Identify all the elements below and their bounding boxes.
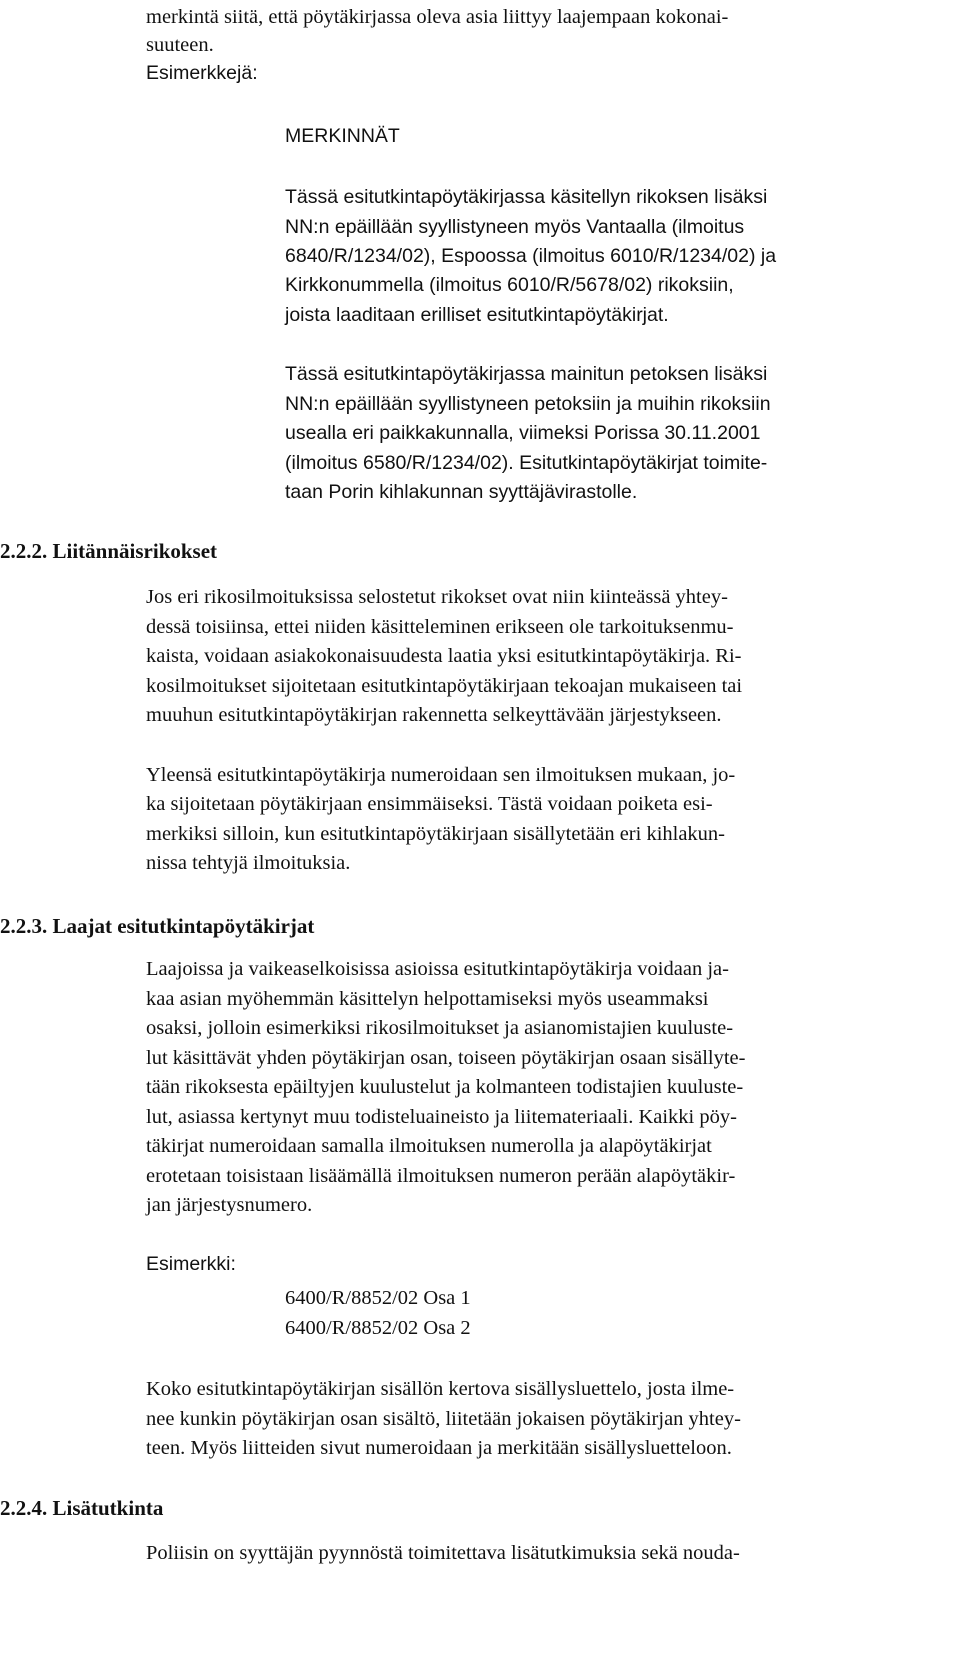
paragraph-line: merkintä siitä, että pöytäkirjassa oleva asia liittyy laajempaan kokonai- [146, 6, 729, 28]
example-title: MERKINNÄT [285, 125, 400, 147]
example-label: Esimerkkejä: [146, 62, 258, 84]
paragraph-line: kaista, voidaan asiakokonaisuudesta laatia yksi esitutkintapöytäkirja. Ri- [146, 645, 742, 667]
paragraph-line: jan järjestysnumero. [146, 1194, 313, 1216]
example-line: Kirkkonummella (ilmoitus 6010/R/5678/02) rikoksiin, [285, 274, 734, 296]
example-line: Tässä esitutkintapöytäkirjassa käsitellyn rikoksen lisäksi [285, 186, 768, 208]
example-line: 6400/R/8852/02 Osa 1 [285, 1287, 471, 1309]
paragraph-line: tään rikoksesta epäiltyjen kuulustelut ja kolmanteen todistajien kuuluste- [146, 1076, 744, 1098]
paragraph-line: Poliisin on syyttäjän pyynnöstä toimitettava lisätutkimuksia sekä nouda- [146, 1542, 740, 1564]
paragraph-line: teen. Myös liitteiden sivut numeroidaan ja merkitään sisällysluetteloon. [146, 1437, 732, 1459]
paragraph-line: merkiksi silloin, kun esitutkintapöytäkirjaan sisällytetään eri kihlakun- [146, 823, 726, 845]
paragraph-line: nissa tehtyjä ilmoituksia. [146, 852, 351, 874]
paragraph-line: ka sijoitetaan pöytäkirjaan ensimmäiseksi. Tästä voidaan poiketa esi- [146, 793, 713, 815]
paragraph-line: osaksi, jolloin esimerkiksi rikosilmoitukset ja asianomistajien kuuluste- [146, 1017, 734, 1039]
paragraph-line: lut käsittävät yhden pöytäkirjan osan, toiseen pöytäkirjan osaan sisällyte- [146, 1047, 746, 1069]
example-line: NN:n epäillään syyllistyneen myös Vantaalla (ilmoitus [285, 216, 745, 238]
example-line: usealla eri paikkakunnalla, viimeksi Porissa 30.11.2001 [285, 422, 761, 444]
section-heading: 2.2.4. Lisätutkinta [0, 1496, 164, 1520]
paragraph-line: Yleensä esitutkintapöytäkirja numeroidaan sen ilmoituksen mukaan, jo- [146, 764, 736, 786]
example-line: Tässä esitutkintapöytäkirjassa mainitun petoksen lisäksi [285, 363, 768, 385]
paragraph-line: kosilmoitukset sijoitetaan esitutkintapöytäkirjaan tekoajan mukaiseen tai [146, 675, 743, 697]
paragraph-line: erotetaan toisistaan lisäämällä ilmoituksen numeron perään alapöytäkir- [146, 1165, 736, 1187]
paragraph-line: muuhun esitutkintapöytäkirjan rakennetta selkeyttävään järjestykseen. [146, 704, 722, 726]
paragraph-line: Koko esitutkintapöytäkirjan sisällön kertova sisällysluettelo, josta ilme- [146, 1378, 735, 1400]
example-line: taan Porin kihlakunnan syyttäjävirastolle. [285, 481, 638, 503]
section-heading: 2.2.3. Laajat esitutkintapöytäkirjat [0, 914, 315, 938]
paragraph-line: dessä toisiinsa, ettei niiden käsitteleminen erikseen ole tarkoituksenmu- [146, 616, 734, 638]
paragraph-line: nee kunkin pöytäkirjan osan sisältö, liitetään jokaisen pöytäkirjan yhtey- [146, 1408, 741, 1430]
example-line: 6840/R/1234/02), Espoossa (ilmoitus 6010/R/1234/02) ja [285, 245, 777, 267]
example-line: (ilmoitus 6580/R/1234/02). Esitutkintapöytäkirjat toimite- [285, 452, 768, 474]
paragraph-line: lut, asiassa kertynyt muu todisteluaineisto ja liitemateriaali. Kaikki pöy- [146, 1106, 737, 1128]
example-line: NN:n epäillään syyllistyneen petoksiin ja muihin rikoksiin [285, 393, 771, 415]
section-heading: 2.2.2. Liitännäisrikokset [0, 539, 218, 563]
paragraph-line: Laajoissa ja vaikeaselkoisissa asioissa esitutkintapöytäkirja voidaan ja- [146, 958, 729, 980]
paragraph-line: Jos eri rikosilmoituksissa selostetut rikokset ovat niin kiinteässä yhtey- [146, 586, 728, 608]
paragraph-line: kaa asian myöhemmän käsittelyn helpottamiseksi myös useammaksi [146, 988, 709, 1010]
example-label: Esimerkki: [146, 1253, 236, 1275]
paragraph-line: suuteen. [146, 34, 214, 56]
paragraph-line: täkirjat numeroidaan samalla ilmoituksen numerolla ja alapöytäkirjat [146, 1135, 712, 1157]
example-line: 6400/R/8852/02 Osa 2 [285, 1317, 471, 1339]
example-line: joista laaditaan erilliset esitutkintapöytäkirjat. [285, 304, 669, 326]
